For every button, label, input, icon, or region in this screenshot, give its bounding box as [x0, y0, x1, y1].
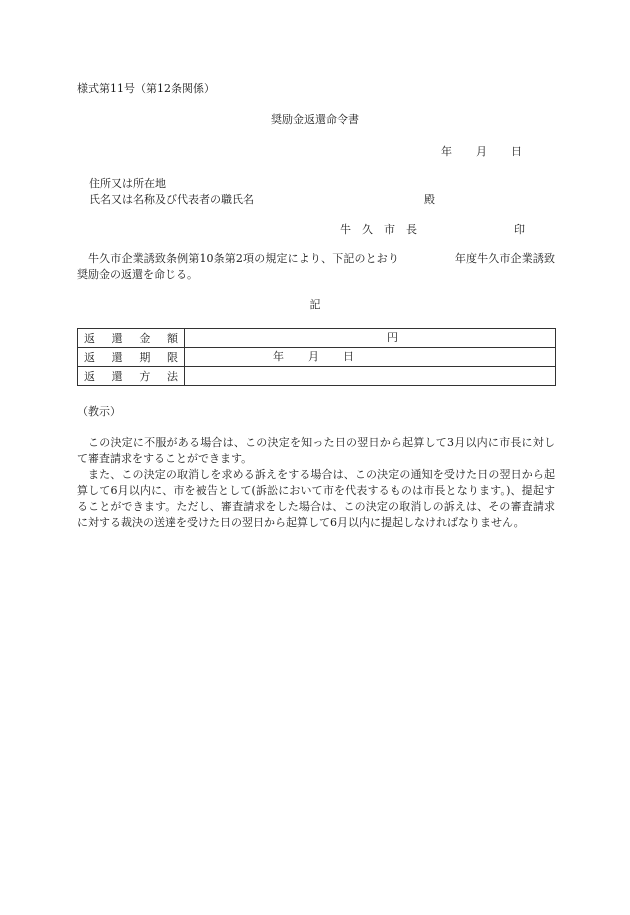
- amount-cell: [185, 329, 556, 348]
- document-title: 奨励金返還命令書: [271, 113, 359, 126]
- honorific: 殿: [424, 193, 435, 206]
- date-day: 日: [511, 145, 522, 158]
- notice-paragraph-2: また、この決定の取消しを求める訴えをする場合は、この決定の通知を受けた日の翌日から起算して6月以内に、市を被告として(訴訟において市を代表するものは市長となります。)、提起することができます。ただし、審査請求をした場合は、この決定の取消しの訴えは、その審査請求に対する裁決の送達を受けた日の翌日から起算して6月以内に提起しなければなりません。: [77, 468, 555, 529]
- name-label: 氏名又は名称及び代表者の職氏名: [89, 193, 254, 206]
- method-label: 返還方法: [78, 367, 185, 386]
- date-year: 年: [441, 145, 452, 158]
- seal-mark: 印: [514, 223, 525, 236]
- deadline-label: 返還期限: [78, 348, 185, 367]
- address-label: 住所又は所在地: [89, 177, 166, 190]
- date-month: 月: [476, 145, 487, 158]
- repayment-table: [77, 328, 556, 386]
- notice-paragraph-1: この決定に不服がある場合は、この決定を知った日の翌日から起算して3月以内に市長に対して審査請求をすることができます。: [77, 436, 555, 465]
- table-row: [78, 367, 556, 386]
- ki-heading: 記: [309, 298, 321, 311]
- method-cell: [185, 367, 556, 386]
- kyoji-heading: （教示）: [77, 405, 121, 418]
- deadline-month: 月: [308, 350, 319, 363]
- main-text: 牛久市企業誘致条例第10条第2項の規定により、下記のとおり 年度牛久市企業誘致奨励金の返還を命じる。: [77, 252, 555, 281]
- issue-date: [441, 146, 522, 157]
- table-row: [78, 348, 556, 367]
- deadline-year: 年: [273, 350, 284, 363]
- form-number: 様式第11号（第12条関係）: [77, 82, 215, 95]
- deadline-cell: [185, 348, 556, 367]
- table-row: [78, 329, 556, 348]
- deadline-date: [273, 351, 354, 362]
- deadline-day: 日: [343, 350, 354, 363]
- issuer-title: 牛 久 市 長: [340, 223, 417, 236]
- notice-block: [77, 435, 555, 531]
- amount-unit: 円: [387, 331, 398, 344]
- amount-label: 返還金額: [78, 329, 185, 348]
